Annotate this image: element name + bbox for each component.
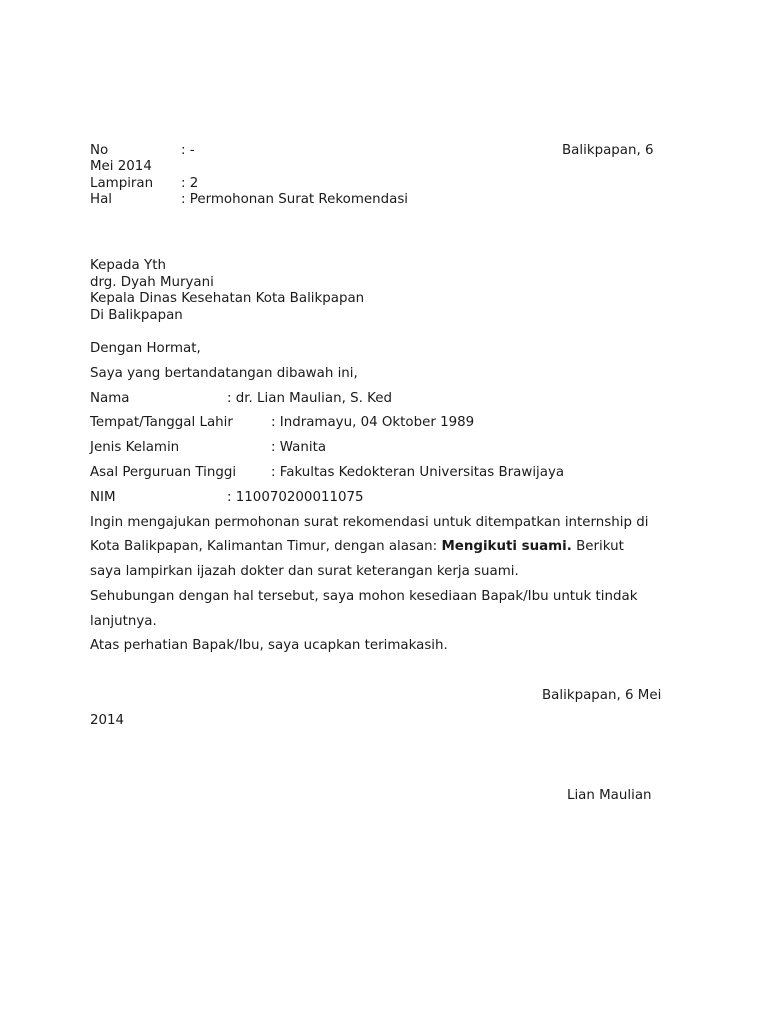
paragraph-1-line-3: saya lampirkan ijazah dokter dan surat keterangan kerja suami. xyxy=(90,564,519,579)
intro-line: Saya yang bertandatangan dibawah ini, xyxy=(90,366,358,381)
lampiran-value: : 2 xyxy=(181,176,199,191)
lampiran-label: Lampiran xyxy=(90,176,154,191)
paragraph-1-line-2-text: Kota Balikpapan, Kalimantan Timur, dengan alasan: xyxy=(90,539,442,554)
greeting: Dengan Hormat, xyxy=(90,341,201,356)
reason-emphasis: Mengikuti suami. xyxy=(441,539,572,554)
signature-year: 2014 xyxy=(90,713,125,728)
field-value-nama: : dr. Lian Maulian, S. Ked xyxy=(227,391,392,406)
no-value: : - xyxy=(181,143,195,158)
field-label-jenis-kelamin: Jenis Kelamin xyxy=(90,440,180,455)
recipient-line-3: Kepala Dinas Kesehatan Kota Balikpapan xyxy=(90,291,365,306)
no-label: No xyxy=(90,143,109,158)
signature-place-date: Balikpapan, 6 Mei xyxy=(542,688,662,703)
letter-date-part1: Balikpapan, 6 xyxy=(562,143,654,158)
field-value-nim: : 110070200011075 xyxy=(227,490,364,505)
signature-name: Lian Maulian xyxy=(567,788,652,803)
paragraph-1-line-2 xyxy=(90,538,624,556)
field-label-ttl: Tempat/Tanggal Lahir xyxy=(90,415,233,430)
field-label-nama: Nama xyxy=(90,391,130,406)
recipient-line-1: Kepada Yth xyxy=(90,258,166,273)
paragraph-2-line-2: lanjutnya. xyxy=(90,614,157,629)
paragraph-1-line-1: Ingin mengajukan permohonan surat rekomendasi untuk ditempatkan internship di xyxy=(90,515,649,530)
recipient-line-4: Di Balikpapan xyxy=(90,308,183,323)
paragraph-1-line-2-tail: Berikut xyxy=(571,539,624,554)
hal-label: Hal xyxy=(90,192,112,207)
field-value-jenis-kelamin: : Wanita xyxy=(271,440,327,455)
recipient-line-2: drg. Dyah Muryani xyxy=(90,275,214,290)
hal-value: : Permohonan Surat Rekomendasi xyxy=(181,192,409,207)
field-value-perguruan-tinggi: : Fakultas Kedokteran Universitas Brawijaya xyxy=(271,465,565,480)
field-label-perguruan-tinggi: Asal Perguruan Tinggi xyxy=(90,465,237,480)
closing-line: Atas perhatian Bapak/Ibu, saya ucapkan terimakasih. xyxy=(90,638,448,653)
field-value-ttl: : Indramayu, 04 Oktober 1989 xyxy=(271,415,475,430)
field-label-nim: NIM xyxy=(90,490,116,505)
letter-date-part2: Mei 2014 xyxy=(90,159,152,174)
paragraph-2-line-1: Sehubungan dengan hal tersebut, saya mohon kesediaan Bapak/Ibu untuk tindak xyxy=(90,589,638,604)
